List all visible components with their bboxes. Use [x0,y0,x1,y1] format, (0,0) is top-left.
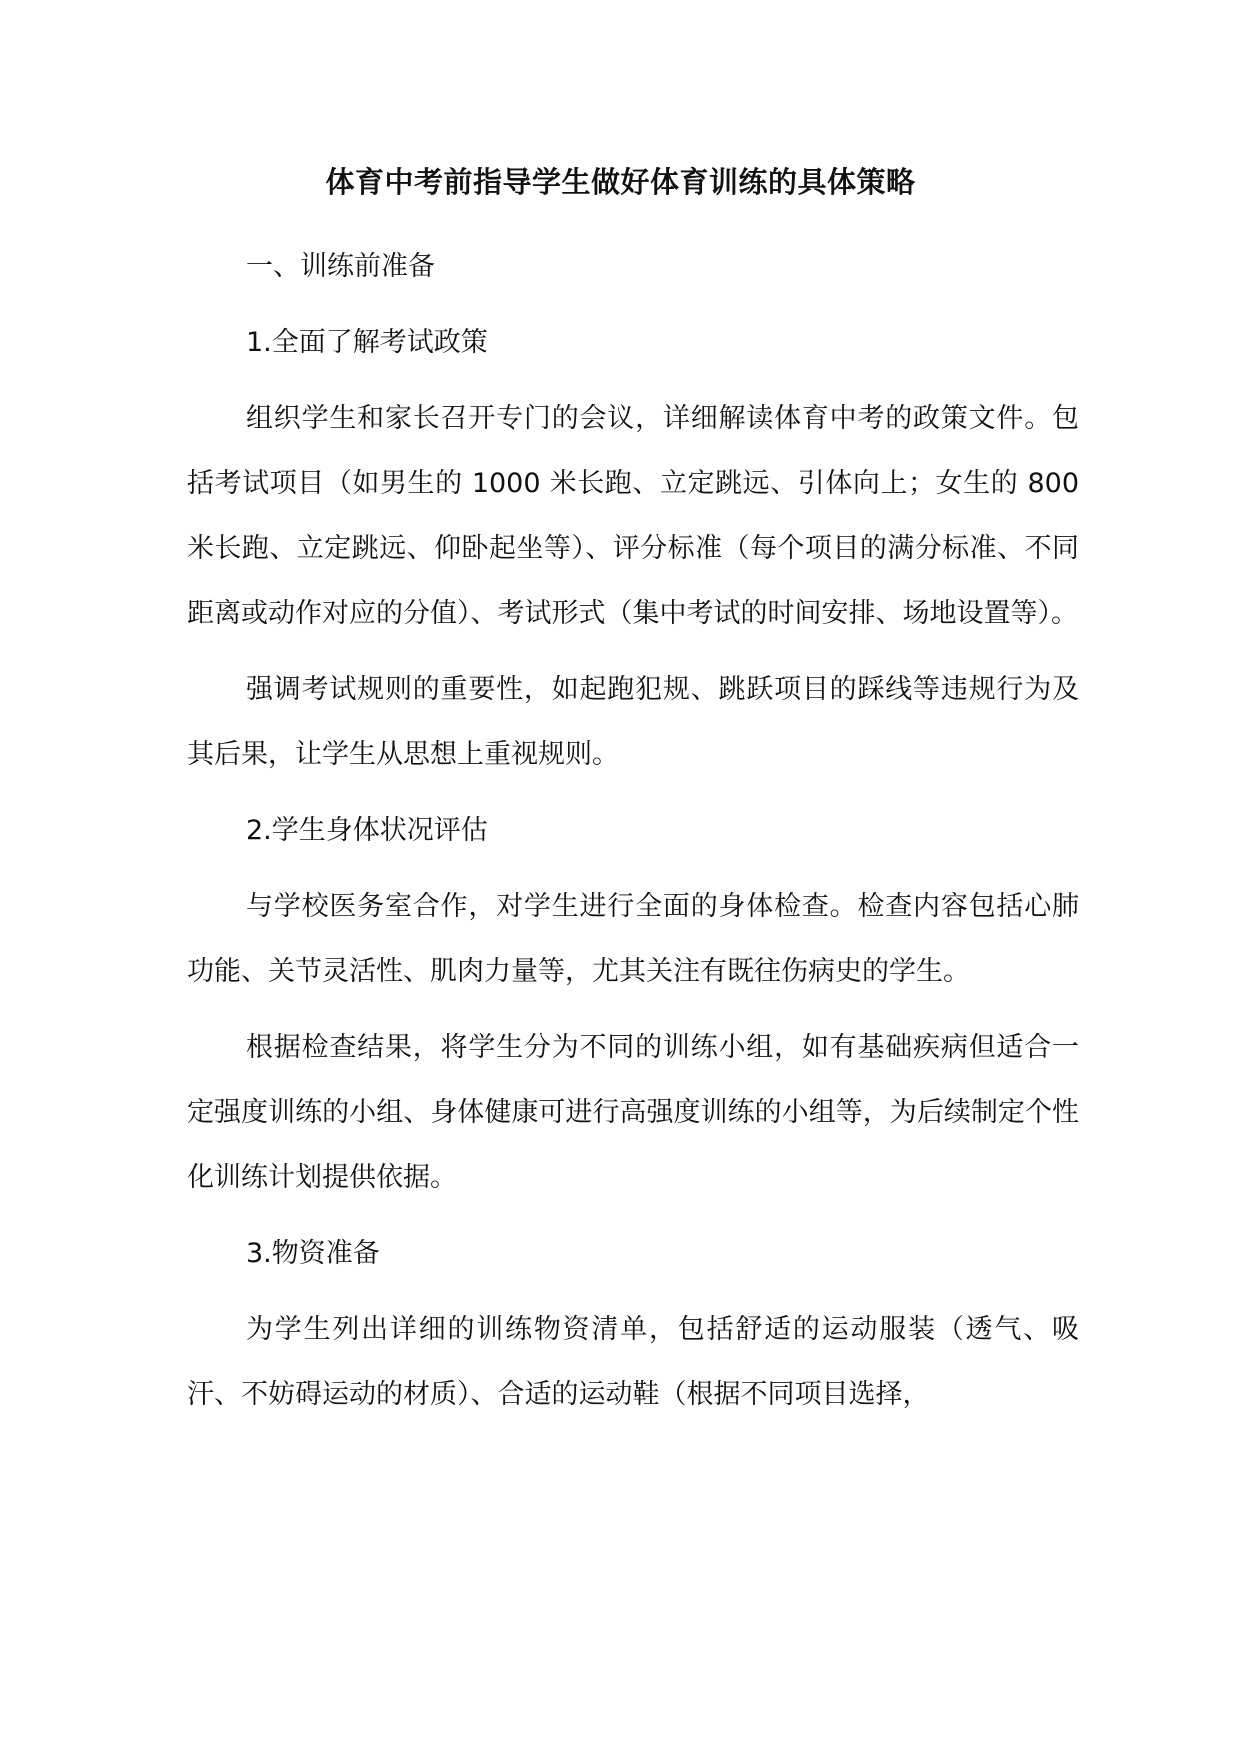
paragraph-4: 根据检查结果，将学生分为不同的训练小组，如有基础疾病但适合一定强度训练的小组、身体健康可进行高强度训练的小组等，为后续制定个性化训练计划提供依据。 [187,1032,1079,1193]
subsection-heading-3: 3.物资准备 [246,1238,380,1269]
paragraph-5: 为学生列出详细的训练物资清单，包括舒适的运动服装（透气、吸汗、不妨碍运动的材质）、合适的运动鞋（根据不同项目选择， [187,1314,1079,1410]
section-heading-1: 一、训练前准备 [246,251,435,282]
paragraph-2: 强调考试规则的重要性，如起跑犯规、跳跃项目的踩线等违规行为及其后果，让学生从思想上重视规则。 [187,674,1079,770]
subsection-heading-2: 2.学生身体状况评估 [246,815,488,846]
paragraph-1: 组织学生和家长召开专门的会议，详细解读体育中考的政策文件。包括考试项目（如男生的 1000 米长跑、立定跳远、引体向上；女生的 800 米长跑、立定跳远、仰卧起坐等）、评分标准（每个项目的满分标准、不同距离或动作对应的分值）、考试形式（集中考试的时间安排、场地设置等）。 [187,403,1079,629]
document-title: 体育中考前指导学生做好体育训练的具体策略 [325,165,916,199]
paragraph-3: 与学校医务室合作，对学生进行全面的身体检查。检查内容包括心肺功能、关节灵活性、肌肉力量等，尤其关注有既往伤病史的学生。 [187,891,1079,987]
document-body [187,234,1079,1438]
subsection-heading-1: 1.全面了解考试政策 [246,327,488,358]
